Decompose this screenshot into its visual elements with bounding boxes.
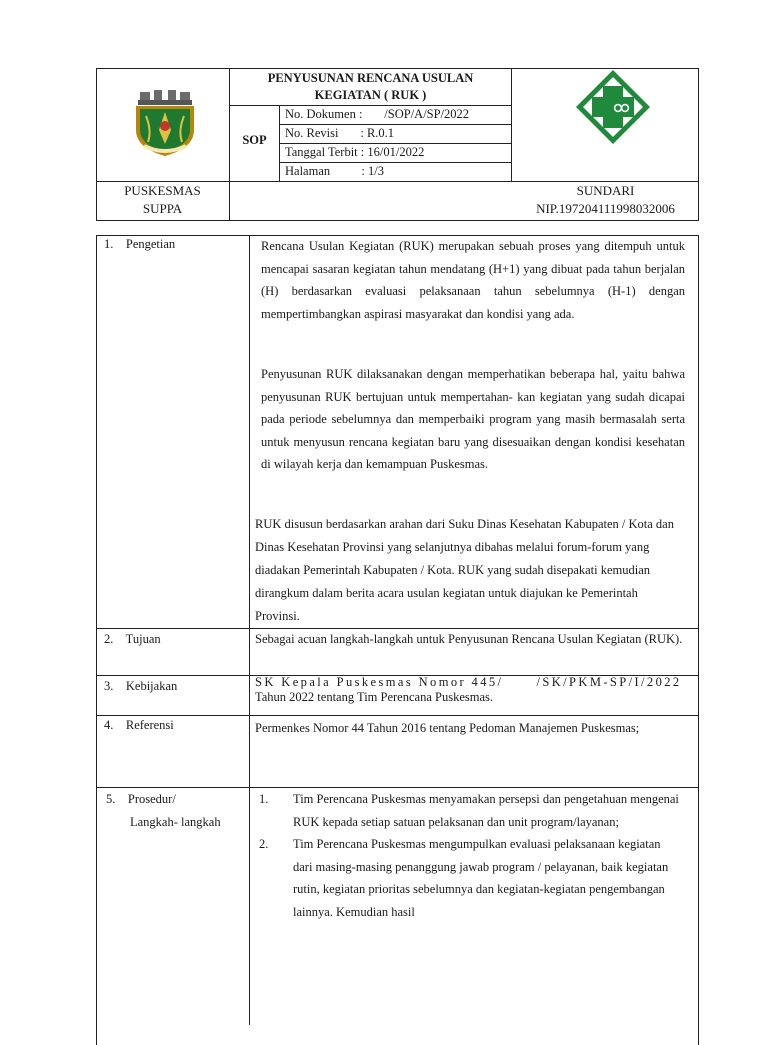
title-line-2: KEGIATAN ( RUK ) [314, 88, 427, 102]
title-line-1: PENYUSUNAN RENCANA USULAN [267, 71, 474, 85]
referensi-text: Permenkes Nomor 44 Tahun 2016 tentang Pedoman Manajemen Puskesmas; [255, 721, 640, 735]
document-title [230, 70, 511, 104]
step-text: Tim Perencana Puskesmas mengumpulkan evaluasi pelaksanaan kegiatan dari masing-masing penanggung jawab program / pelayanan, baik kegiatan rutin, kegiatan prioritas sebelumnya dan kegiatan-kegiatan pengembangan lainnya. Kemudian hasil [293, 837, 669, 919]
section-label-referensi: 4. Referensi [104, 718, 174, 732]
signer-name: SUNDARI [576, 183, 635, 198]
list-item [259, 833, 679, 923]
issue-date-row: Tanggal Terbit : 16/01/2022 [285, 145, 425, 159]
page-count-row: Halaman : 1/3 [285, 164, 384, 178]
section-label-prosedur [106, 788, 221, 834]
puskesmas-logo [574, 68, 652, 146]
sop-content-table [96, 235, 699, 1025]
org-line-2: SUPPA [142, 201, 183, 216]
signer-block [512, 182, 699, 218]
step-number: 1. [259, 792, 269, 806]
doc-number-row: No. Dokumen : /SOP/A/SP/2022 [285, 107, 470, 121]
prosedur-label-line-1: 5. Prosedur/ [106, 792, 176, 806]
kebijakan-year-line: Tahun 2022 tentang Tim Perencana Puskesmas. [255, 690, 493, 704]
section-label-tujuan: 2. Tujuan [104, 632, 161, 646]
prosedur-steps-list [259, 788, 679, 924]
signer-nip: NIP.197204111998032006 [536, 201, 675, 216]
section-label-kebijakan: 3. Kebijakan [104, 679, 178, 693]
prosedur-label-line-2: Langkah- langkah [130, 815, 221, 829]
step-number: 2. [259, 837, 269, 852]
tujuan-text: Sebagai acuan langkah-langkah untuk Penyusunan Rencana Usulan Kegiatan (RUK). [255, 632, 683, 646]
kebijakan-decree-line: SK Kepala Puskesmas Nomor 445/ /SK/PKM-SP/I/2022 [255, 675, 682, 689]
sop-header-table [96, 68, 699, 221]
section-label-pengertian: 1. Pengetian [104, 237, 176, 251]
pengertian-paragraph-3: RUK disusun berdasarkan arahan dari Suku Dinas Kesehatan Kabupaten / Kota dan Dinas Kesehatan Provinsi yang selanjutnya dibahas melalui forum-forum yang diadakan Pemerintah Kabupaten / Kota. RUK yang sudah disepakati kemudian dirangkum dalam berita acara usulan kegiatan untuk diajukan ke Pemerintah Provinsi. [255, 517, 674, 623]
coat-of-arms-icon [130, 86, 200, 158]
list-item [259, 788, 679, 833]
regency-logo [130, 86, 200, 158]
org-line-1: PUSKESMAS [124, 183, 201, 198]
step-text: Tim Perencana Puskesmas menyamakan persepsi dan pengetahuan mengenai RUK kepada setiap satuan pelaksanan dan unit program/layanan; [293, 792, 679, 829]
organization-name [96, 182, 229, 218]
sop-label: SOP [242, 133, 267, 147]
revision-row: No. Revisi : R.0.1 [285, 126, 395, 140]
pengertian-paragraph-1: Rencana Usulan Kegiatan (RUK) merupakan sebuah proses yang ditempuh untuk mencapai sasaran kegiatan tahun mendatang (H+1) yang dibuat pada tahun berjalan (H) berdasarkan evaluasi pelaksanaan tahun sebelumnya (H-1) dengan mempertimbangkan aspirasi masyarakat dan kondisi yang ada. [261, 239, 685, 321]
green-cross-icon [574, 68, 652, 146]
pengertian-paragraph-2: Penyusunan RUK dilaksanakan dengan memperhatikan beberapa hal, yaitu bahwa penyusunan RUK bertujuan untuk mempertahan- kan kegiatan yang sudah dicapai pada periode sebelumnya dan memperbaiki program yang masih bermasalah serta untuk menyusun rencana kegiatan baru yang disesuaikan dengan kondisi kesehatan di wilayah kerja dan kemampuan Puskesmas. [261, 367, 685, 472]
